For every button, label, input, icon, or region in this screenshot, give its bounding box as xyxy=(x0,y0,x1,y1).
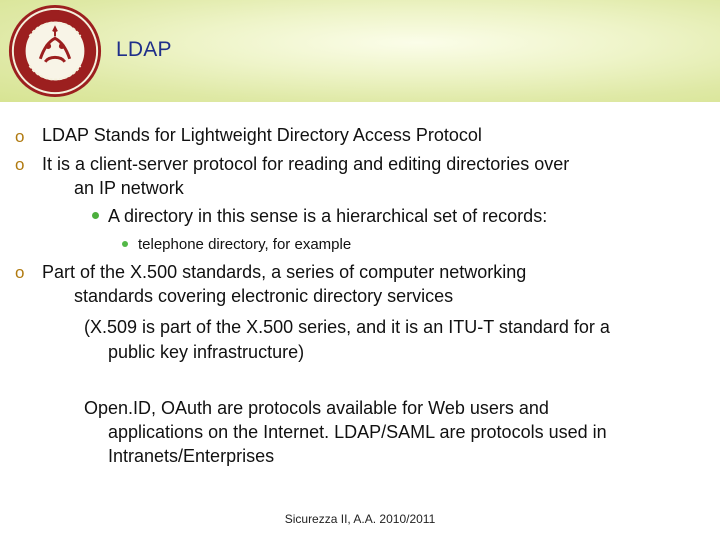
item3-line3: (X.509 is part of the X.500 series, and it is an ITU-T standard for a xyxy=(84,317,610,337)
item3-line1: Part of the X.500 standards, a series of computer networking xyxy=(42,262,527,282)
subsub1-line1: telephone directory, for example xyxy=(138,236,352,253)
para-line3: Intranets/Enterprises xyxy=(108,446,275,466)
sub1-line1: A directory in this sense is a hierarchical set of records: xyxy=(108,206,548,226)
item2-line1: It is a client-server protocol for reading and editing directories over xyxy=(42,154,570,174)
bullet-o-icon: o xyxy=(15,263,25,282)
slide-title: LDAP xyxy=(116,38,172,61)
item3-line4: public key infrastructure) xyxy=(108,342,305,362)
item2-line2: an IP network xyxy=(74,178,184,198)
para-line2: applications on the Internet. LDAP/SAML are protocols used in xyxy=(108,422,607,442)
bullet-o-icon: o xyxy=(15,155,25,174)
item1-line1: LDAP Stands for Lightweight Directory Access Protocol xyxy=(42,125,482,145)
slide-footer: Sicurezza II, A.A. 2010/2011 xyxy=(284,512,436,526)
para-line1: Open.ID, OAuth are protocols available for Web users and xyxy=(84,398,549,418)
bullet-o-icon: o xyxy=(15,127,25,146)
bullet-dot-small-icon xyxy=(122,241,128,247)
item3-line2: standards covering electronic directory services xyxy=(74,286,454,306)
bullet-dot-icon xyxy=(92,212,99,219)
